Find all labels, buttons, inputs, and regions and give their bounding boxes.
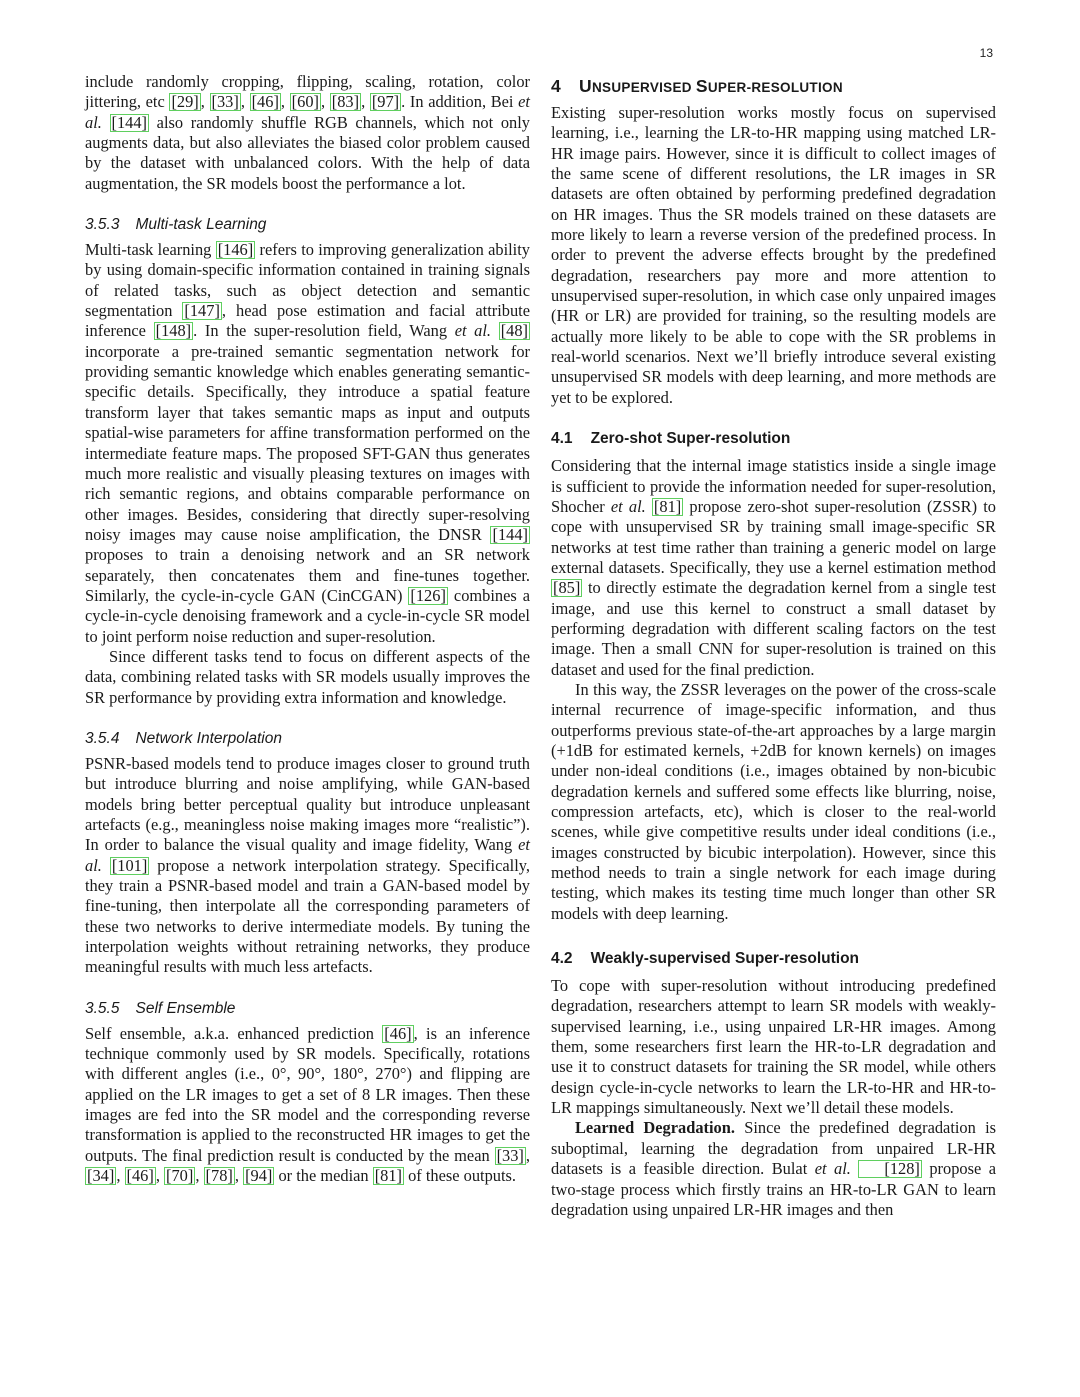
intro-paragraph: include randomly cropping, flipping, scaling, rotation, color jittering, etc [29] , [33] , [46] , [60] , [83] , [97] . In addition, Bei et al. [144] also randomly shuffle RGB channels, which not only augments data, but also alleviates the biased color problem caused by the dataset with unbalanced colors. With the help of data augmentation, the SR models boost the performance a lot. [85, 72, 530, 193]
paragraph: In this way, the ZSSR leverages on the power of the cross-scale internal recurrence of image-specific information, and thus outperforms previous state-of-the-art approaches by a large margin (+1dB for estimated kernels, +2dB for known kernels) on images under non-ideal conditions (i.e., images obtained by non-bicubic degradation kernels and suffered some effects like blurring, noise, compression artefacts, etc), which is closer to the real-world scenes, while give competitive results under ideal conditions (i.e., images constructed by bicubic interpolation). However, since this method needs to train a single network for each image during testing, which makes its testing time much longer than other SR models with deep learning. [551, 679, 996, 923]
subsection-heading-4-2: 4.2 Weakly-supervised Super-resolution [551, 950, 860, 968]
paragraph: Learned Degradation. Since the predefined degradation is suboptimal, learning the degradation from unpaired LR-HR datasets is a feasible direction. Bulat et al. [128] propose a two-stage process which firstly trains an HR-to-LR GAN to learn degradation using unpaired LR-HR images and then [551, 1118, 996, 1219]
citation-link[interactable]: [85] [553, 578, 581, 598]
page-number: 13 [979, 46, 993, 60]
citation-link[interactable]: [70] [166, 1166, 194, 1186]
paragraph: Multi-task learning [146] refers to improving generalization ability by using domain-specific information contained in training signals of related tasks, such as object detection and semantic segmentation [147] , head pose estimation and facial attribute inference [148] . In the super-resolution field, Wang et al. [48] incorporate a pre-trained semantic segmentation network for providing semantic knowledge which enables generating semantic-specific details. Specifically, they introduce a spatial feature transform layer that takes semantic maps as input and outputs spatial-wise parameters for affine transformation performed on the intermediate feature maps. The proposed SFT-GAN thus generates much more realistic and visually pleasing textures on images with rich semantic regions, and obtains comparable performance on other images. Besides, considering that directly super-resolving noisy images may cause noise amplification, the DNSR [144] proposes to train a denoising network and an SR network separately, then concatenates them and fine-tunes together. Similarly, the cycle-in-cycle GAN (CinCGAN) [126] combines a cycle-in-cycle denoising framework and a cycle-in-cycle SR model to joint perform noise reduction and super-resolution. [85, 240, 530, 646]
citation-link[interactable]: [29] [171, 92, 199, 112]
citation-link[interactable]: [46] [384, 1023, 412, 1043]
citation-link[interactable]: [144] [492, 524, 528, 544]
citation-link[interactable]: [33] [211, 92, 239, 112]
section-heading-4: 4 UNSUPERVISED SUPER-RESOLUTION [551, 76, 843, 96]
citation-link[interactable]: [144] [111, 112, 148, 132]
subsection-heading-3-5-3: 3.5.3 Multi-task Learning [85, 216, 267, 234]
paragraph: Self ensemble, a.k.a. enhanced prediction [46] , is an inference technique commonly used by SR models. Specifically, rotations with different angles (i.e., 0°, 90°, 180°, 270°) and flipping are applied on the LR images to get a set of 8 LR images. Then these images are fed into the SR model and the corresponding reverse transformation is applied to the reconstructed HR images to get the outputs. The final prediction result is conducted by the mean [33] , [34] , [46] , [70] , [78] , [94] or the median [81] of these outputs. [85, 1023, 530, 1186]
subsection-heading-3-5-4: 3.5.4 Network Interpolation [85, 729, 282, 747]
citation-link[interactable]: [126] [410, 585, 446, 605]
citation-link[interactable]: [34] [87, 1166, 115, 1186]
citation-link[interactable]: [46] [251, 92, 279, 112]
citation-link[interactable]: [81] [653, 496, 682, 516]
citation-link[interactable]: [83] [331, 92, 360, 112]
paragraph: To cope with super-resolution without introducing predefined degradation, researchers attempt to learn SR models with weakly-supervised learning, i.e., using unpaired LR-HR images. Among them, some researchers first learn the HR-to-LR degradation and use it to construct datasets for training the SR model, while others design cycle-in-cycle networks to learn the LR-to-HR and HR-to-LR mappings simultaneously. Next we’ll detail these models. [551, 976, 996, 1118]
citation-link[interactable]: [60] [291, 92, 319, 112]
citation-link[interactable]: [46] [126, 1166, 154, 1186]
right-column [551, 72, 996, 1220]
paragraph: Existing super-resolution works mostly focus on supervised learning, i.e., learning the LR-to-HR mapping using matched LR-HR image pairs. However, since it is difficult to collect images of the same scene of different resolutions, the LR images in SR datasets are often obtained by performing predefined degradation on HR images. Thus the SR models trained on these datasets are more likely to learn a reverse version of the predefined process. In order to prevent the adverse effects brought by the predefined degradation, researchers pay more and more attention to unsupervised super-resolution, in which case only unpaired images (HR or LR) are provided for training, so the resulting models are actually more likely to be able to cope with the SR problems in real-world scenarios. Next we’ll briefly introduce several existing unsupervised SR models with deep learning, and more methods are yet to be explored. [551, 103, 996, 407]
citation-link[interactable]: [128] [858, 1160, 922, 1178]
citation-link[interactable]: [78] [205, 1166, 233, 1186]
citation-link[interactable]: [148] [155, 321, 192, 341]
citation-link[interactable]: [48] [500, 321, 528, 341]
subsection-heading-3-5-5: 3.5.5 Self Ensemble [85, 999, 236, 1017]
left-column [85, 72, 530, 1187]
paragraph: Since different tasks tend to focus on different aspects of the data, combining related tasks with SR models usually improves the SR performance by providing extra information and knowledge. [85, 646, 530, 707]
citation-link[interactable]: [81] [374, 1166, 402, 1186]
subsection-heading-4-1: 4.1 Zero-shot Super-resolution [551, 430, 791, 448]
citation-link[interactable]: [101] [111, 855, 148, 875]
citation-link[interactable]: [94] [245, 1166, 273, 1186]
citation-link[interactable]: [97] [371, 92, 400, 112]
paragraph: PSNR-based models tend to produce images closer to ground truth but introduce blurring and noise amplifying, while GAN-based models bring better perceptual quality but introduce unpleasant artefacts (e.g., meaningless noise making images more “realistic”). In order to balance the visual quality and image fidelity, Wang et al. [101] propose a network interpolation strategy. Specifically, they train a PSNR-based model and train a GAN-based model by fine-tuning, then interpolate all the corresponding parameters of these two networks to derive intermediate models. By tuning the interpolation weights without retraining networks, they produce meaningful results with much less artefacts. [85, 753, 530, 977]
citation-link[interactable]: [147] [184, 301, 220, 321]
citation-link[interactable]: [146] [217, 240, 254, 260]
paragraph: Considering that the internal image statistics inside a single image is sufficient to provide the information needed for super-resolution, Shocher et al. [81] propose zero-shot super-resolution (ZSSR) to cope with unsupervised SR by training small image-specific SR networks at test time rather than training a generic model on large external datasets. Specifically, they use a kernel estimation method [85] to directly estimate the degradation kernel from a single test image, and use this kernel to construct a small dataset by performing degradation with different scaling factors on the test image. Then a small CNN for super-resolution is trained on this dataset and used for the final prediction. [551, 456, 996, 679]
citation-link[interactable]: [33] [496, 1145, 524, 1165]
